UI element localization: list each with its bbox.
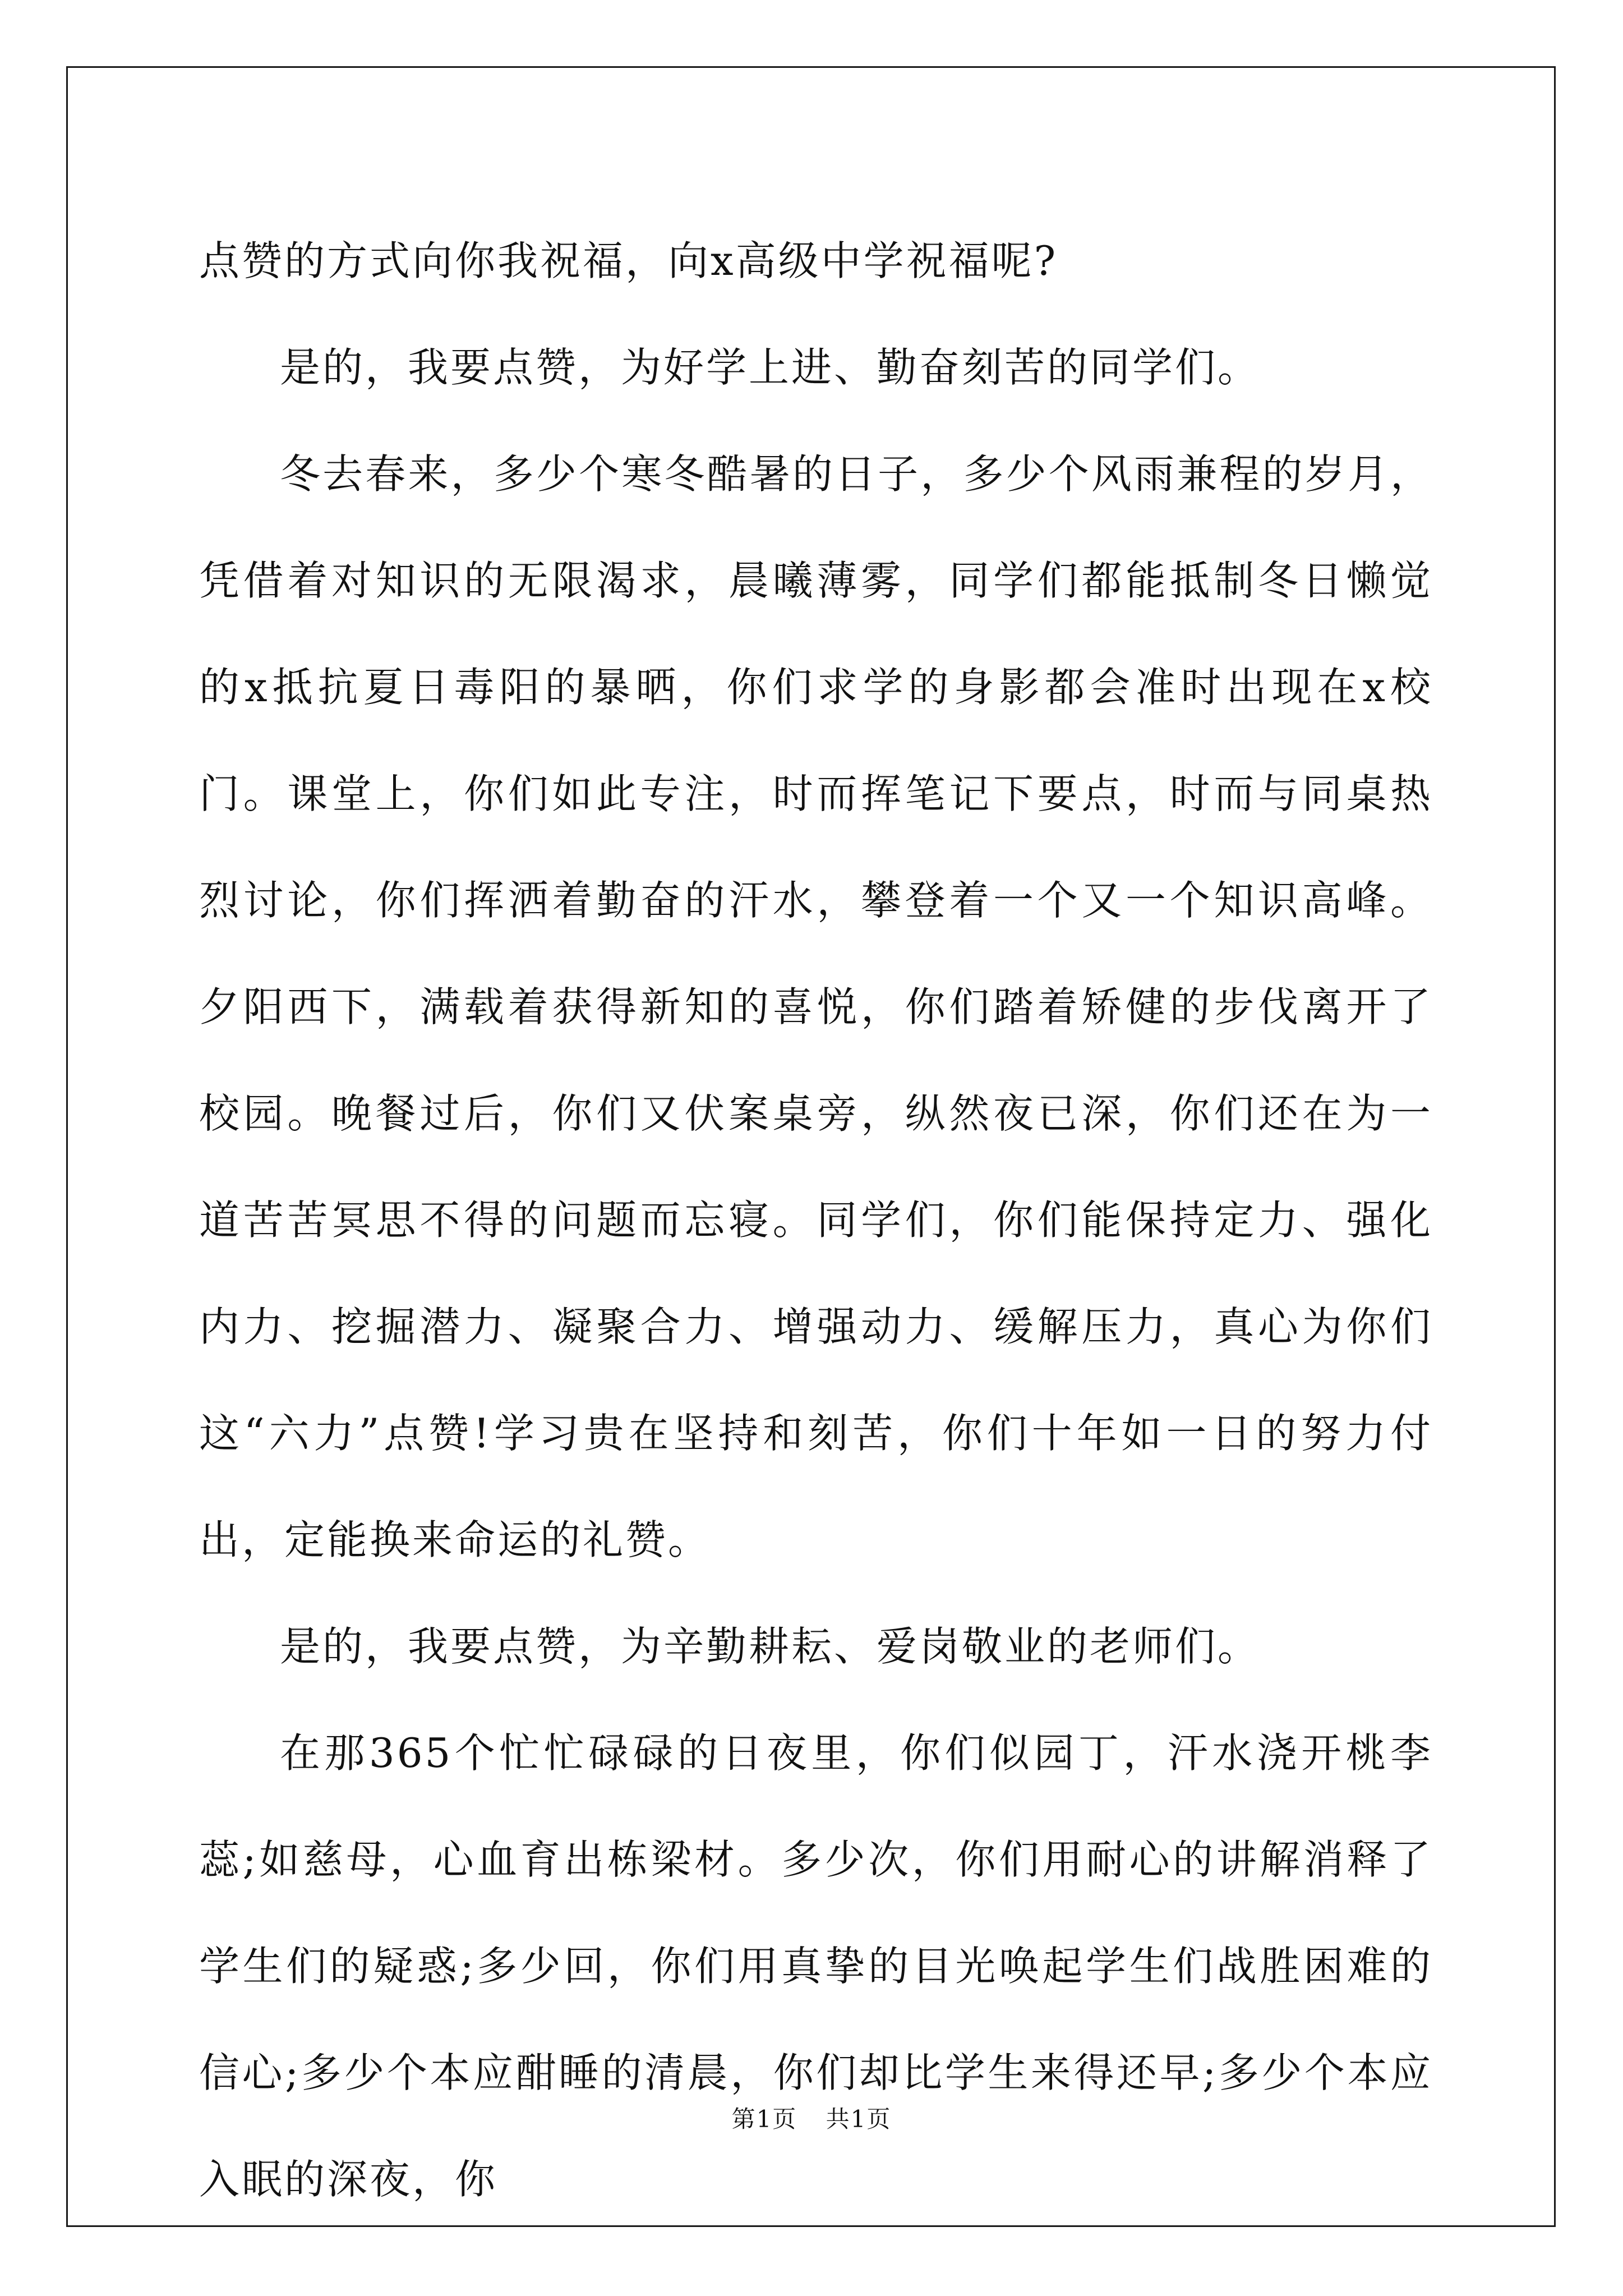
paragraph-3: 冬去春来，多少个寒冬酷暑的日子，多少个风雨兼程的岁月，凭借着对知识的无限渴求，晨曦薄雾，同学们都能抵制冬日懒觉的x抵抗夏日毒阳的暴晒，你们求学的身影都会准时出现在x校门。课堂上，你们如此专注，时而挥笔记下要点，时而与同桌热烈讨论，你们挥洒着勤奋的汗水，攀登着一个又一个知识高峰。夕阳西下，满载着获得新知的喜悦，你们踏着矫健的步伐离开了校园。晚餐过后，你们又伏案桌旁，纵然夜已深，你们还在为一道苦苦冥思不得的问题而忘寝。同学们，你们能保持定力、强化内力、挖掘潜力、凝聚合力、增强动力、缓解压力，真心为你们这“六力”点赞!学习贵在坚持和刻苦，你们十年如一日的努力付出，定能换来命运的礼赞。 xyxy=(199,450,1433,1563)
paragraph-4: 是的，我要点赞，为辛勤耕耘、爱岗敬业的老师们。 xyxy=(280,1623,1261,1670)
paragraph-5: 在那365个忙忙碌碌的日夜里，你们似园丁，汗水浇开桃李蕊;如慈母，心血育出栋梁材。多少次，你们用耐心的讲解消释了学生们的疑惑;多少回，你们用真挚的目光唤起学生们战胜困难的信心;多少个本应酣睡的清晨，你们却比学生来得还早;多少个本应入眠的深夜，你 xyxy=(199,1729,1433,2203)
paragraph-2: 是的，我要点赞，为好学上进、勤奋刻苦的同学们。 xyxy=(280,344,1261,391)
paragraph-1: 点赞的方式向你我祝福，向x高级中学祝福呢? xyxy=(199,237,1058,284)
page-number: 第1页 xyxy=(731,2105,797,2133)
document-body xyxy=(199,208,1433,2233)
page-footer xyxy=(0,2101,1623,2134)
page-total: 共1页 xyxy=(826,2105,892,2133)
